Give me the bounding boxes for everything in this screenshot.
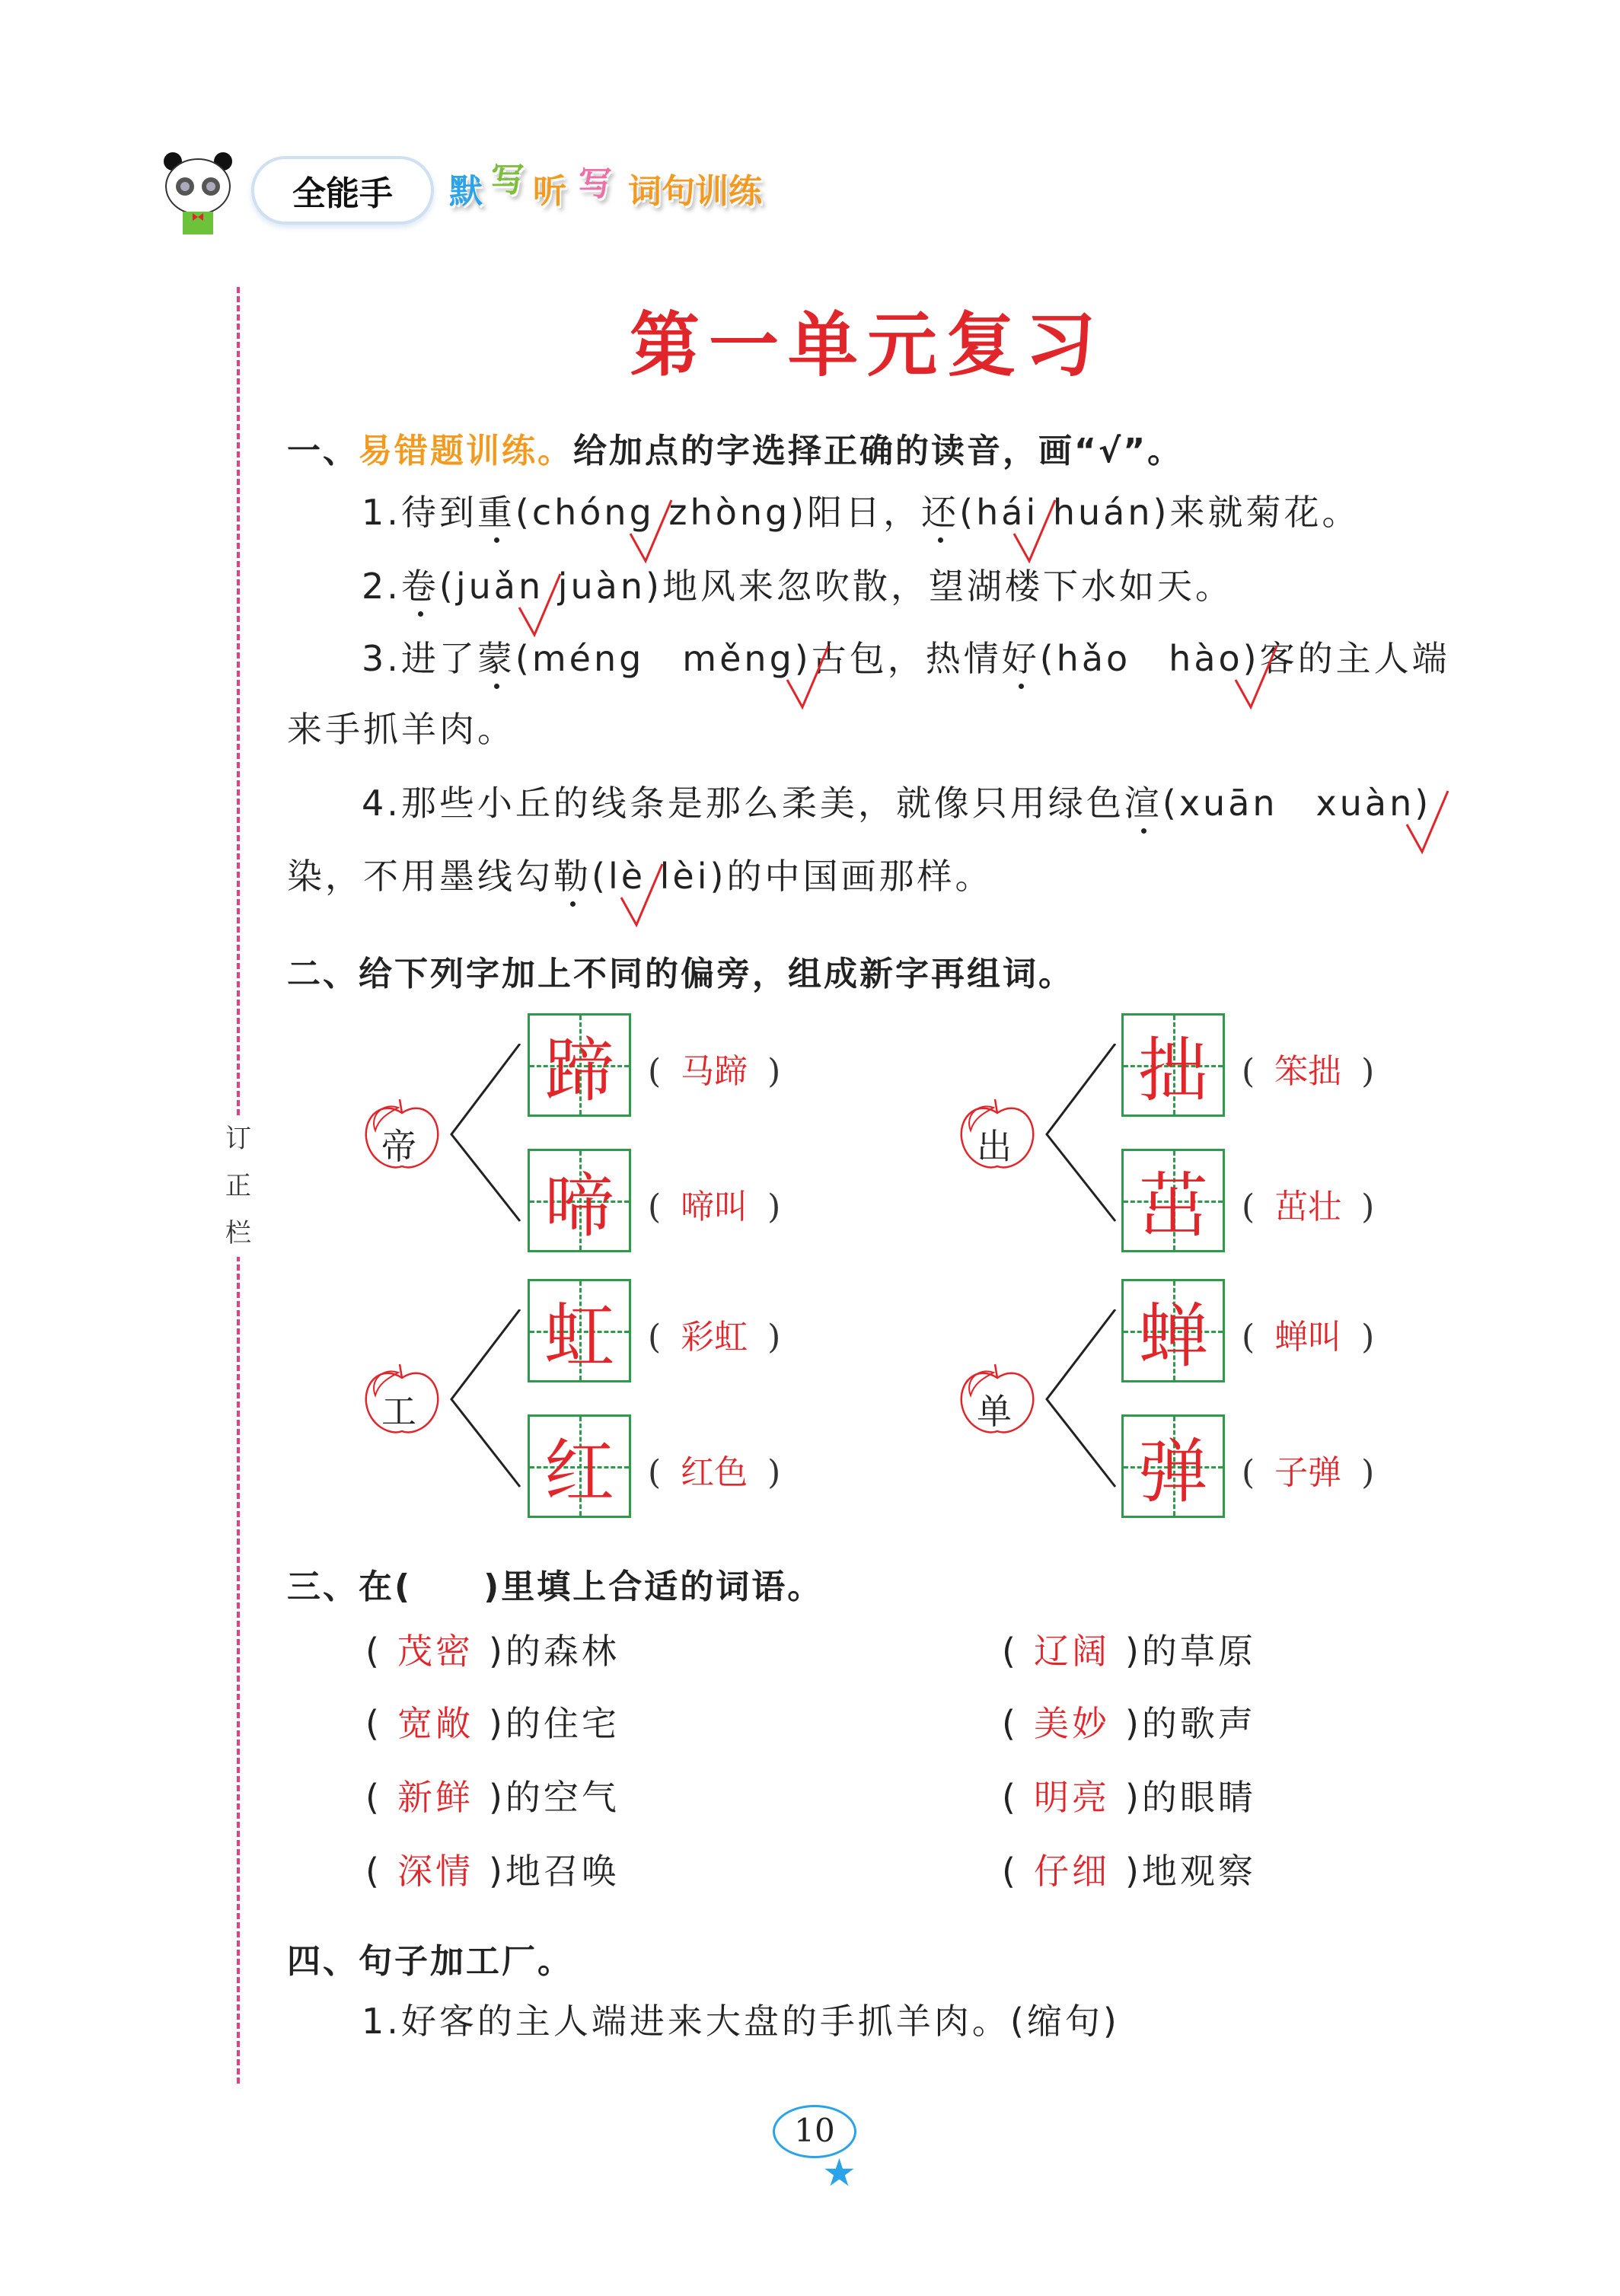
section-2-heading: 二、给下列字加上不同的偏旁，组成新字再组词。: [287, 955, 1074, 993]
answer: 美妙: [1033, 1703, 1110, 1744]
question-1-3: 3.进了蒙(méng měng) 古包，热情好(hǎo hào) 客的主人端: [362, 636, 1450, 681]
answer: 宽敞: [397, 1703, 474, 1744]
apple-root: [360, 1361, 444, 1437]
char-box: 蝉: [1121, 1279, 1225, 1382]
char-box: 红: [528, 1414, 631, 1518]
fill-row: ( 宽敞 )的住宅: [365, 1696, 620, 1746]
series-word: 写: [579, 164, 612, 203]
page-number: 10: [794, 2112, 835, 2149]
branch-lines: [448, 1309, 524, 1491]
branch-lines: [448, 1044, 524, 1225]
word-answer: ( 茁壮 ): [1242, 1188, 1375, 1226]
char-box: 拙: [1121, 1013, 1225, 1117]
answer: 明亮: [1033, 1777, 1110, 1818]
fill-row: ( 深情 )地召唤: [365, 1844, 620, 1894]
word-answer: ( 笨拙 ): [1242, 1052, 1375, 1091]
char-box: 啼: [528, 1149, 631, 1252]
question-1-1: 1.待到重(chóng zhòng)阳日，还(hái huán)来就菊花。: [362, 489, 1360, 535]
fill-row: ( 辽阔 )的草原: [1002, 1624, 1256, 1674]
brand-cloud: [251, 156, 434, 225]
word-answer: ( 马蹄 ): [648, 1052, 781, 1091]
root-char: 单: [977, 1391, 1012, 1432]
answer: 新鲜: [397, 1777, 474, 1818]
fill-row: ( 仔细 )地观察: [1002, 1844, 1256, 1894]
question-1-4-cont: 染，不用墨线勾勒(lè lèi)的中国画那样。: [287, 853, 993, 899]
star-icon: ★: [822, 2151, 856, 2195]
question-4-1: 1.好客的主人端进来大盘的手抓羊肉。(缩句): [362, 2001, 1120, 2042]
branch-lines: [1043, 1044, 1119, 1225]
fill-row: ( 美妙 )的歌声: [1002, 1696, 1256, 1746]
root-char: 工: [381, 1391, 416, 1432]
fill-row: ( 新鲜 )的空气: [365, 1770, 620, 1820]
char-box: 茁: [1121, 1149, 1225, 1252]
series-word: 听: [533, 172, 566, 211]
question-1-3-cont: 来手抓羊肉。: [287, 709, 515, 750]
answer: 仔细: [1033, 1851, 1110, 1892]
brand-name: 全能手: [292, 174, 393, 213]
section-1-heading: 一、易错题训练。给加点的字选择正确的读音，画“√”。: [287, 432, 1184, 470]
word-answer: ( 子弹 ): [1242, 1453, 1375, 1492]
section-4-heading: 四、句子加工厂。: [287, 1942, 573, 1981]
section-3-heading: 三、在( )里填上合适的词语。: [287, 1567, 824, 1606]
answer: 茂密: [397, 1631, 474, 1672]
root-char: 帝: [381, 1126, 416, 1167]
question-1-2: 2.卷(juǎn juàn)地风来忽吹散，望湖楼下水如天。: [362, 563, 1233, 609]
answer: 辽阔: [1033, 1631, 1110, 1672]
page-title: 第一单元复习: [629, 305, 1105, 386]
branch-lines: [1043, 1309, 1119, 1491]
panda-mascot: [156, 152, 240, 236]
question-1-4: 4.那些小丘的线条是那么柔美，就像只用绿色渲(xuān xuàn): [362, 780, 1431, 826]
root-char: 出: [977, 1126, 1012, 1167]
correction-column-label: 订 正 栏: [222, 1115, 254, 1257]
apple-root: [955, 1096, 1039, 1172]
word-answer: ( 啼叫 ): [648, 1188, 781, 1226]
series-word: 默: [449, 172, 483, 211]
answer: 深情: [397, 1851, 474, 1892]
fill-row: ( 明亮 )的眼睛: [1002, 1770, 1256, 1820]
series-word: 写: [491, 161, 525, 199]
fill-row: ( 茂密 )的森林: [365, 1624, 620, 1674]
apple-root: [955, 1361, 1039, 1437]
word-answer: ( 红色 ): [648, 1453, 781, 1492]
word-answer: ( 彩虹 ): [648, 1318, 781, 1357]
word-answer: ( 蝉叫 ): [1242, 1318, 1375, 1357]
char-box: 虹: [528, 1279, 631, 1382]
char-box: 弹: [1121, 1414, 1225, 1518]
apple-root: [360, 1096, 444, 1172]
series-word: 词句训练: [628, 172, 762, 211]
char-box: 蹄: [528, 1013, 631, 1117]
